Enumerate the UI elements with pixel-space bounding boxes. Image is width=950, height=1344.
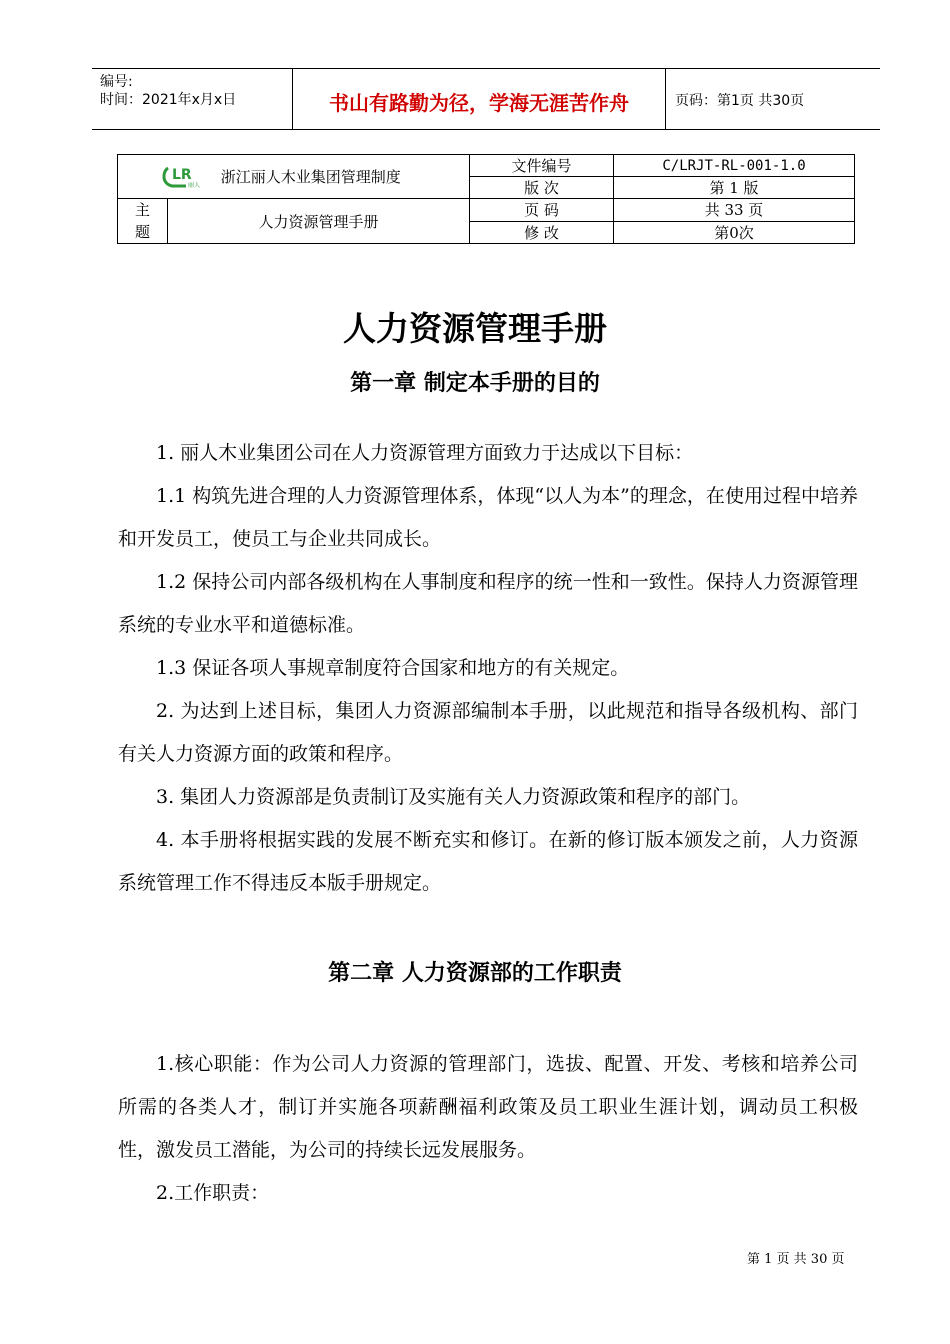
header-meta (92, 69, 292, 129)
page-footer: 第 1 页 共 30 页 (747, 1252, 845, 1267)
pages: 共 33 页 (614, 199, 855, 222)
revision-label: 修 改 (470, 221, 614, 244)
version-label: 版 次 (470, 177, 614, 199)
page-header (92, 68, 880, 130)
chapter-2-heading: 第二章 人力资源部的工作职责 (328, 961, 622, 986)
paragraph: 4. 本手册将根据实践的发展不断充实和修订。在新的修订版本颁发之前，人力资源系统管理工作不得违反本版手册规定。 (118, 829, 858, 894)
doc-no: C/LRJT-RL-001-1.0 (614, 155, 855, 177)
topic-label-1: 主 (134, 201, 150, 219)
chapter-1-heading: 第一章 制定本手册的目的 (350, 371, 600, 396)
number-label: 编号: (100, 74, 133, 90)
revision: 第0次 (614, 221, 855, 244)
topic-label-2: 题 (134, 223, 150, 241)
paragraph: 2. 为达到上述目标，集团人力资源部编制本手册，以此规范和指导各级机构、部门有关人力资源方面的政策和程序。 (118, 700, 858, 765)
chapter-1-body (118, 432, 858, 905)
header-motto-cell (292, 69, 666, 129)
paragraph: 3. 集团人力资源部是负责制订及实施有关人力资源政策和程序的部门。 (156, 786, 751, 808)
svg-text:LR: LR (172, 166, 192, 183)
company-logo (162, 164, 208, 190)
paragraph: 2.工作职责： (156, 1182, 270, 1204)
svg-text:丽人: 丽人 (188, 181, 201, 189)
pages-label: 页 码 (470, 199, 614, 222)
paragraph: 1.3 保证各项人事规章制度符合国家和地方的有关规定。 (156, 657, 630, 679)
header-page-info: 页码：第1页 共30页 (675, 93, 805, 109)
topic: 人力资源管理手册 (168, 199, 470, 244)
version: 第 1 版 (614, 177, 855, 199)
header-page-cell (665, 69, 880, 129)
paragraph: 1. 丽人木业集团公司在人力资源管理方面致力于达成以下目标： (156, 442, 694, 464)
paragraph: 1.核心职能：作为公司人力资源的管理部门，选拔、配置、开发、考核和培养公司所需的各类人才，制订并实施各项薪酬福利政策及员工职业生涯计划，调动员工积极性，激发员工潜能，为公司的持续长远发展服务。 (118, 1053, 858, 1161)
topic-label (118, 199, 168, 244)
company-name: 浙江丽人木业集团管理制度 (220, 168, 401, 186)
paragraph: 1.1 构筑先进合理的人力资源管理体系，体现“以人为本”的理念，在使用过程中培养和开发员工，使员工与企业共同成长。 (118, 485, 858, 550)
chapter-2-body (118, 1043, 858, 1215)
paragraph: 1.2 保持公司内部各级机构在人事制度和程序的统一性和一致性。保持人力资源管理系统的专业水平和道德标准。 (118, 571, 858, 636)
doc-no-label: 文件编号 (470, 155, 614, 177)
company-cell (118, 155, 470, 199)
document-title: 人力资源管理手册 (343, 309, 607, 348)
time-label: 时间：2021年x月x日 (100, 92, 237, 108)
document-control-table (117, 154, 855, 244)
motto: 书山有路勤为径，学海无涯苦作舟 (329, 91, 629, 115)
